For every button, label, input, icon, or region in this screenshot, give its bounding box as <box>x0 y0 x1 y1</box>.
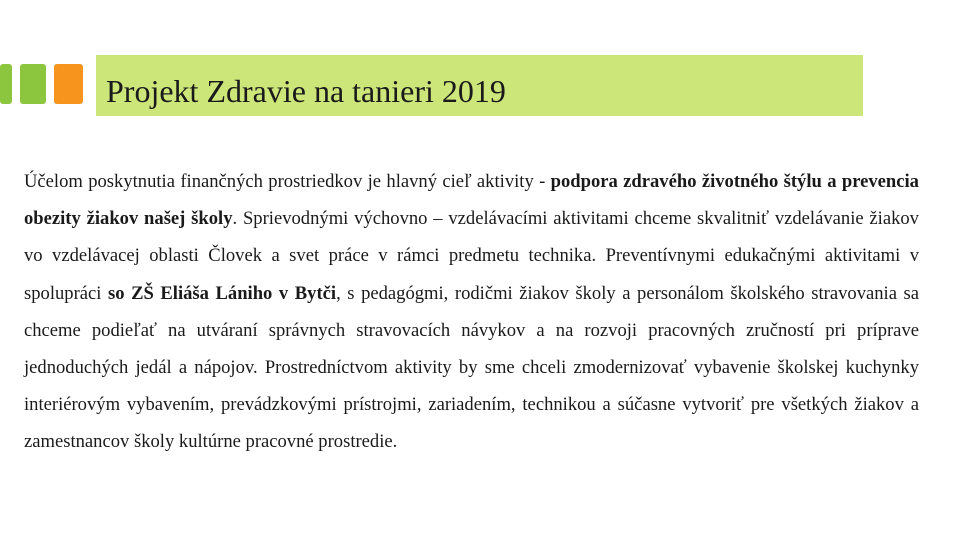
title-band <box>96 55 863 116</box>
body-text-1: Účelom poskytnutia finančných prostriedkov je hlavný cieľ aktivity - <box>24 171 551 192</box>
decor-bar-green <box>20 64 46 104</box>
body-bold-1: podpora zdravého životného štýlu a prevencia obezity žiakov našej školy <box>24 171 919 230</box>
body-text-3: , s pedagógmi, rodičmi žiakov školy a personálom školského stravovania sa chceme podieľať na utváraní správnych stravovacích návykov a na rozvoji pracovných zručností pri príprave jednoduchých jedál a nápojov. Prostredníctvom aktivity by sme chceli zmodernizovať vybavenie školskej kuchynky interiérovým vybavením, prevádzkovými prístrojmi, zariadením, technikou a súčasne vytvoriť pre všetkých žiakov a zamestnancov školy kultúrne pracovné prostredie. <box>24 282 920 453</box>
body-paragraph <box>24 163 919 461</box>
decor-bar-green-small <box>0 64 12 104</box>
body-bold-2: so ZŠ Eliáša Lániho v Bytči <box>108 282 337 304</box>
decor-bar-orange <box>54 64 83 104</box>
body-text-2: . Sprievodnými výchovno – vzdelávacími aktivitami chceme skvalitniť vzdelávanie žiakov vo vzdelávacej oblasti Človek a svet práce v rámci predmetu technika. Preventívnymi edukačnými aktivitami v spolupráci <box>24 208 919 304</box>
slide-title: Projekt Zdravie na tanieri 2019 <box>106 73 506 109</box>
